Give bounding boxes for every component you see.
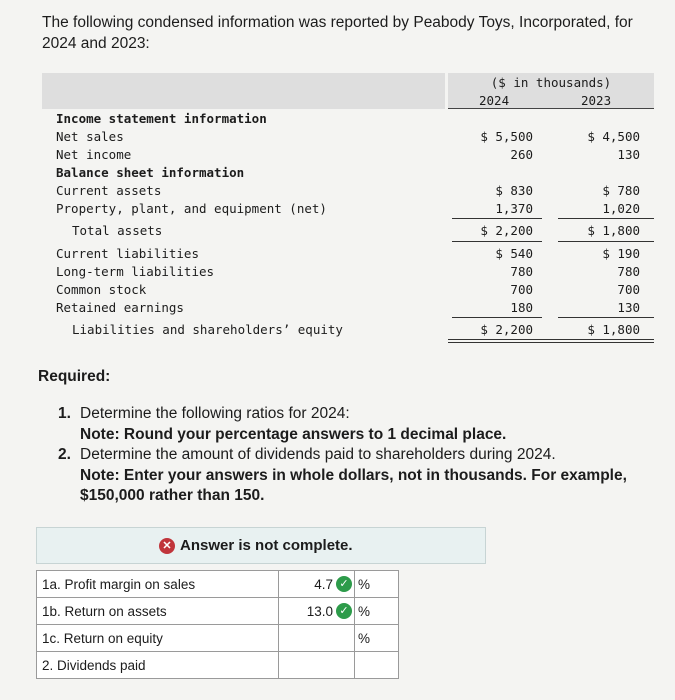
double-rule-bottom — [448, 342, 654, 343]
item-number: 1. — [58, 405, 71, 422]
check-icon: ✓ — [336, 603, 352, 619]
net-income-2024: 260 — [510, 147, 533, 162]
required-item-1 — [58, 404, 658, 445]
header-rule — [448, 108, 654, 109]
total-liab-equity-label: Liabilities and shareholders’ equity — [72, 322, 343, 337]
answer-label: 1b. Return on assets — [37, 598, 279, 625]
answer-input-return-on-equity[interactable] — [279, 625, 355, 652]
total-liab-equity-2023: $ 1,800 — [587, 322, 640, 337]
subtotal-rule-2-2024 — [452, 317, 542, 318]
ppe-2024: 1,370 — [495, 201, 533, 216]
financial-table — [42, 73, 654, 343]
required-heading: Required: — [38, 368, 111, 385]
check-icon: ✓ — [336, 576, 352, 592]
net-sales-2024: $ 5,500 — [480, 129, 533, 144]
current-liabilities-2023: $ 190 — [602, 246, 640, 261]
answer-input-dividends-paid[interactable] — [279, 652, 355, 679]
total-assets-2023: $ 1,800 — [587, 223, 640, 238]
answer-label: 1c. Return on equity — [37, 625, 279, 652]
common-stock-2023: 700 — [617, 282, 640, 297]
item-note: Note: Round your percentage answers to 1 decimal place. — [80, 425, 507, 443]
total-liab-equity-2024: $ 2,200 — [480, 322, 533, 337]
current-liabilities-2024: $ 540 — [495, 246, 533, 261]
required-item-2 — [58, 445, 658, 507]
intro-text: The following condensed information was reported by Peabody Toys, Incorporated, for 2024 and 2023: — [42, 14, 633, 52]
answer-unit: % — [355, 625, 399, 652]
item-text: Determine the amount of dividends paid to shareholders during 2024. — [80, 446, 556, 463]
item-number: 2. — [58, 446, 71, 463]
answer-input-profit-margin[interactable] — [279, 571, 355, 598]
item-text: Determine the following ratios for 2024: — [80, 405, 350, 422]
col-2024-header: 2024 — [479, 93, 510, 108]
balance-sheet-header: Balance sheet information — [56, 165, 245, 180]
table-row — [37, 652, 399, 679]
income-statement-header: Income statement information — [56, 111, 267, 126]
long-term-liabilities-2024: 780 — [510, 264, 533, 279]
answer-value: 4.7 — [314, 576, 333, 592]
table-row — [37, 571, 399, 598]
total-assets-label: Total assets — [72, 223, 163, 238]
answer-value: 13.0 — [306, 603, 333, 619]
status-text: Answer is not complete. — [180, 537, 353, 554]
answer-label: 2. Dividends paid — [37, 652, 279, 679]
subtotal-rule-2024 — [452, 218, 542, 219]
retained-earnings-2024: 180 — [510, 300, 533, 315]
total-assets-2024: $ 2,200 — [480, 223, 533, 238]
answer-unit: % — [355, 598, 399, 625]
answer-unit — [355, 652, 399, 679]
double-rule-top — [448, 339, 654, 340]
total-rule-2024 — [452, 241, 542, 242]
units-label: ($ in thousands) — [490, 75, 612, 90]
table-row — [37, 598, 399, 625]
common-stock-2024: 700 — [510, 282, 533, 297]
ppe-label: Property, plant, and equipment (net) — [56, 201, 327, 216]
answer-label: 1a. Profit margin on sales — [37, 571, 279, 598]
item-note: Note: Enter your answers in whole dollars, not in thousands. For example, $150,000 rather than 150. — [80, 466, 627, 504]
answer-unit: % — [355, 571, 399, 598]
total-rule-2023 — [558, 241, 654, 242]
subtotal-rule-2-2023 — [558, 317, 654, 318]
net-income-2023: 130 — [617, 147, 640, 162]
table-row — [37, 625, 399, 652]
long-term-liabilities-2023: 780 — [617, 264, 640, 279]
retained-earnings-2023: 130 — [617, 300, 640, 315]
ppe-2023: 1,020 — [602, 201, 640, 216]
col-2023-header: 2023 — [581, 93, 612, 108]
answer-status-banner — [36, 527, 486, 564]
common-stock-label: Common stock — [56, 282, 147, 297]
current-assets-2024: $ 830 — [495, 183, 533, 198]
retained-earnings-label: Retained earnings — [56, 300, 184, 315]
x-circle-icon: ✕ — [159, 538, 175, 554]
answer-input-return-on-assets[interactable] — [279, 598, 355, 625]
current-assets-label: Current assets — [56, 183, 162, 198]
long-term-liabilities-label: Long-term liabilities — [56, 264, 215, 279]
answer-table — [36, 570, 399, 679]
net-sales-2023: $ 4,500 — [587, 129, 640, 144]
net-sales-label: Net sales — [56, 129, 124, 144]
label-header-band — [42, 73, 445, 109]
net-income-label: Net income — [56, 147, 132, 162]
current-liabilities-label: Current liabilities — [56, 246, 199, 261]
required-list — [58, 404, 658, 507]
current-assets-2023: $ 780 — [602, 183, 640, 198]
subtotal-rule-2023 — [558, 218, 654, 219]
